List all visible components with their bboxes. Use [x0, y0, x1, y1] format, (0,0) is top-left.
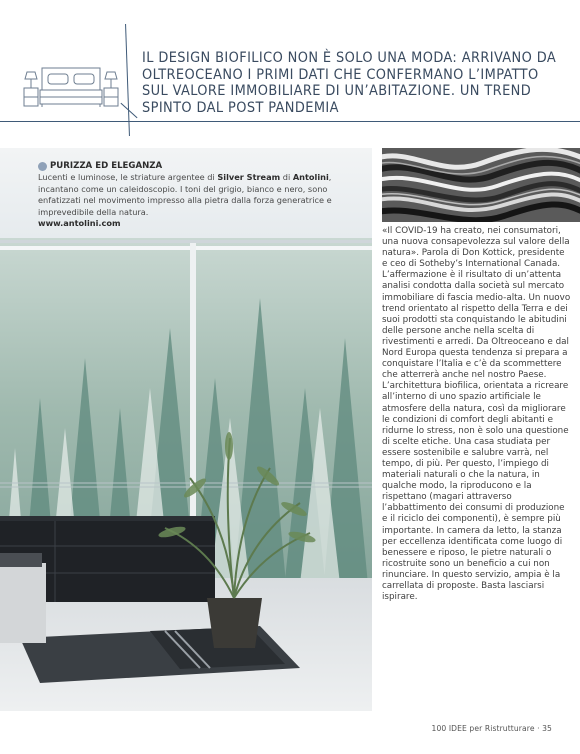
bedroom-scene [0, 148, 372, 711]
caption-body-post: , incantano come un caleidoscopio. I toni del grigio, bianco e nero, sono enfatizzati nel movimento impresso alla pietra dalla forza generatrice e imprevedibile della natura. [38, 172, 332, 217]
bedroom-icon [22, 62, 120, 108]
caption-title: PURIZZA ED ELEGANZA [50, 161, 163, 171]
photo-caption [8, 161, 368, 229]
caption-url[interactable]: www.antolini.com [38, 218, 121, 229]
article-body [382, 226, 572, 603]
bullet-icon [38, 162, 47, 171]
headline: IL DESIGN BIOFILICO NON È SOLO UNA MODA: ARRIVANO DA OLTREOCEANO I PRIMI DATI CHE CONFERMANO L’IMPATTO SUL VALORE IMMOBILIARE DI UN’ABITAZIONE. UN TREND SPINTO DAL POST PANDEMIA [142, 50, 557, 116]
page-footer: 100 IDEE per Ristrutturare · 35 [431, 724, 552, 733]
page-header [0, 0, 580, 130]
bedroom-photo [0, 148, 372, 711]
caption-product: Silver Stream [217, 172, 281, 183]
marble-swatch-image [382, 148, 580, 222]
header-horizontal-rule [0, 121, 580, 122]
caption-title-row [38, 161, 368, 172]
caption-company: Antolini [292, 172, 329, 183]
marble-texture [382, 148, 580, 222]
article-paragraph: «Il COVID-19 ha creato, nei consumatori, una nuova consapevolezza sul valore della natura». Parola di Don Kottick, presidente e ceo di Sotheby’s International Canada. L’affermazione è il risultato di un’attenta analisi condotta dalla società sul mercato immobiliare di fascia medio-alta. Un nuovo trend orientato al rispetto della Terra e dei suoi prodotti sta conquistando le abitudini delle persone anche nella scelta di rivestimenti e arredi. Da Oltreoceano e dal Nord Europa questa tendenza si prepara a conquistare l’Italia e c’è da scommettere che atterrerà anche nel nostro Paese. L’architettura biofilica, orientata a ricreare all’interno di uno spazio artificiale le atmosfere della natura, così da migliorare le condizioni di comfort degli abitanti e ridurne lo stress, non è solo una questione di scelte etiche. Una casa studiata per essere sostenibile e salubre varrà, nel tempo, di più. Per questo, l’impiego di materiali naturali o che la natura, in qualche modo, la riproducono e la rispettano (magari attraverso l’abbattimento dei consumi di produzione e il riciclo dei componenti), è sempre più importante. In camera da letto, la stanza per eccellenza identificata come luogo di benessere e riposo, le pietre naturali o ricostruite sono un beneficio a cui non rinunciare. In questo servizio, ampia è la carrellata di proposte. Basta lasciarsi ispirare. [382, 226, 571, 603]
caption-body-pre: Lucenti e luminose, le striature argentee di [38, 172, 218, 183]
caption-body-mid: di [280, 172, 293, 183]
header-vertical-rule [125, 24, 130, 136]
caption-body [38, 172, 368, 218]
